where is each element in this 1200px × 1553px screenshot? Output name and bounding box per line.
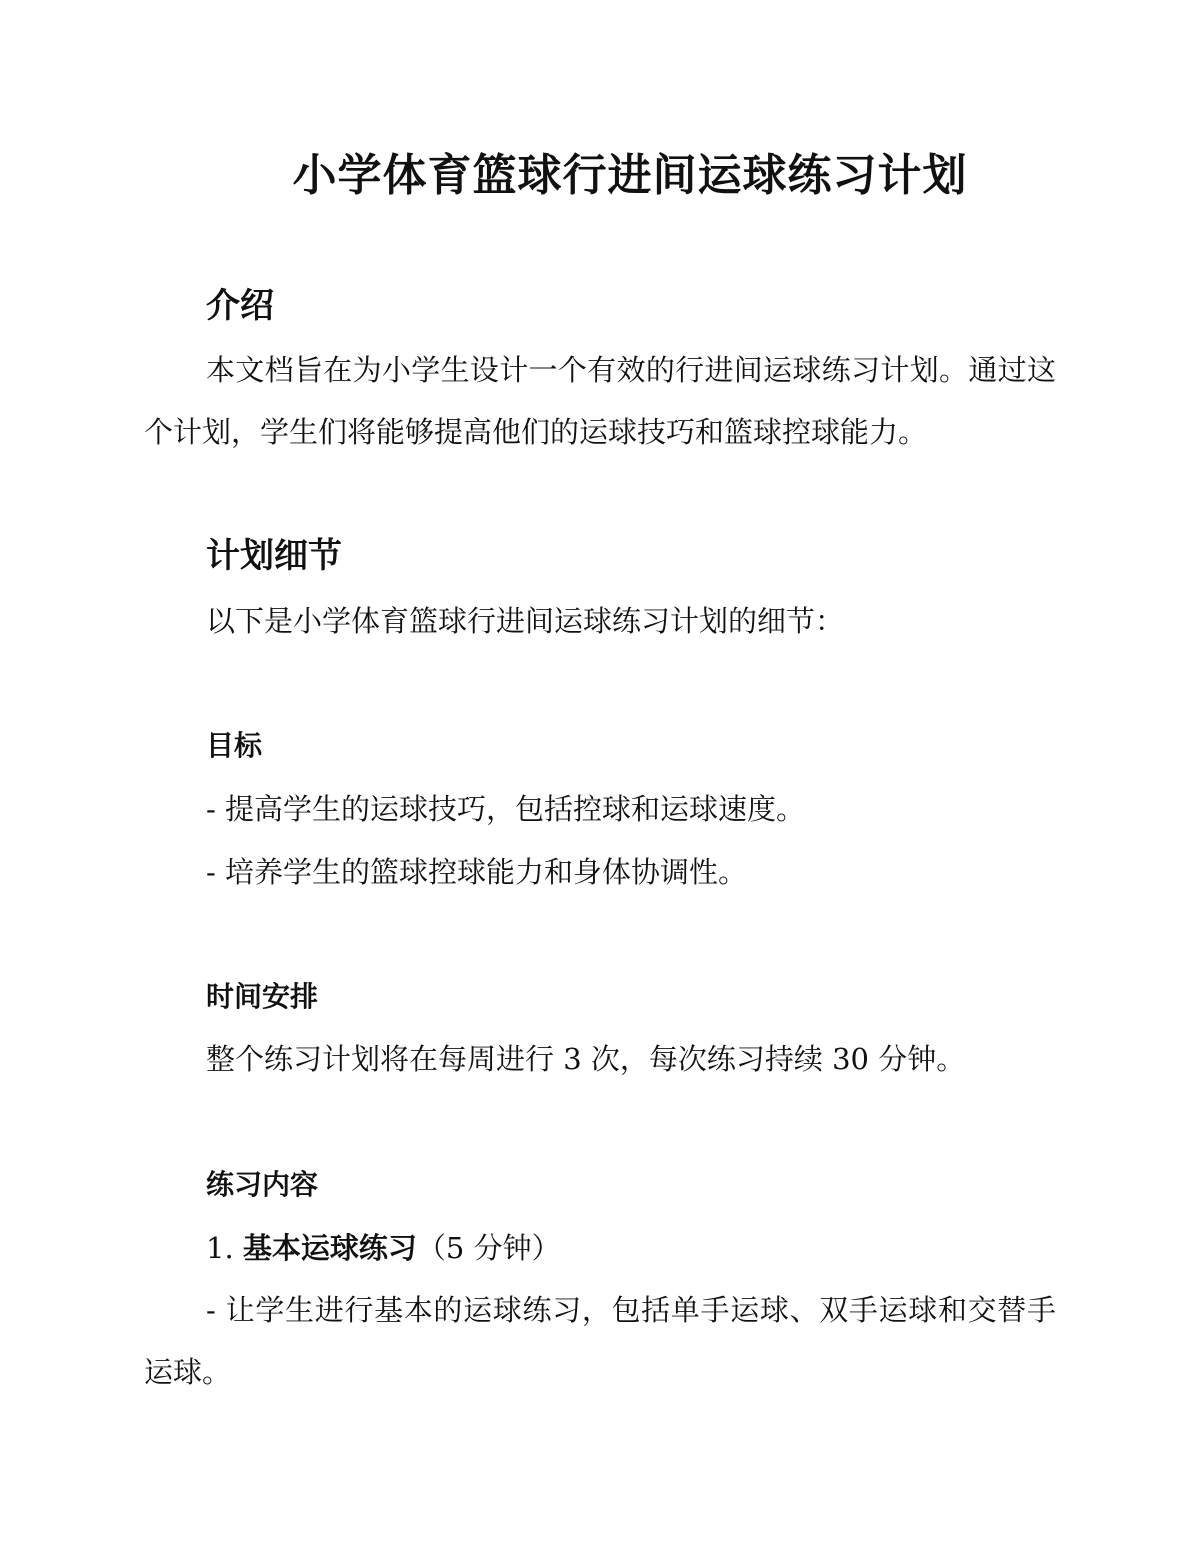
goal-item-2: - 培养学生的篮球控球能力和身体协调性。 bbox=[206, 855, 748, 889]
content-item-1-number: 1. bbox=[206, 1231, 234, 1265]
content-item-1-title: 基本运球练习 bbox=[242, 1231, 417, 1265]
schedule-text: 整个练习计划将在每周进行 3 次，每次练习持续 30 分钟。 bbox=[206, 1042, 966, 1076]
intro-heading: 介绍 bbox=[206, 286, 274, 326]
document-title: 小学体育篮球行进间运球练习计划 bbox=[292, 150, 968, 201]
content-item-1-title-line bbox=[206, 1226, 561, 1270]
plan-details-heading: 计划细节 bbox=[206, 536, 342, 576]
goals-heading: 目标 bbox=[206, 729, 263, 762]
intro-paragraph: 本文档旨在为小学生设计一个有效的行进间运球练习计划。通过这个计划，学生们将能够提高他们的运球技巧和篮球控球能力。 bbox=[144, 353, 1056, 449]
schedule-heading: 时间安排 bbox=[206, 980, 319, 1013]
content-item-1-description: - 让学生进行基本的运球练习，包括单手运球、双手运球和交替手运球。 bbox=[144, 1293, 1056, 1389]
content-item-1-duration: （5 分钟） bbox=[416, 1231, 561, 1265]
goal-item-1: - 提高学生的运球技巧，包括控球和运球速度。 bbox=[206, 792, 806, 826]
content-heading: 练习内容 bbox=[206, 1168, 319, 1201]
plan-details-lead: 以下是小学体育篮球行进间运球练习计划的细节： bbox=[206, 604, 845, 638]
